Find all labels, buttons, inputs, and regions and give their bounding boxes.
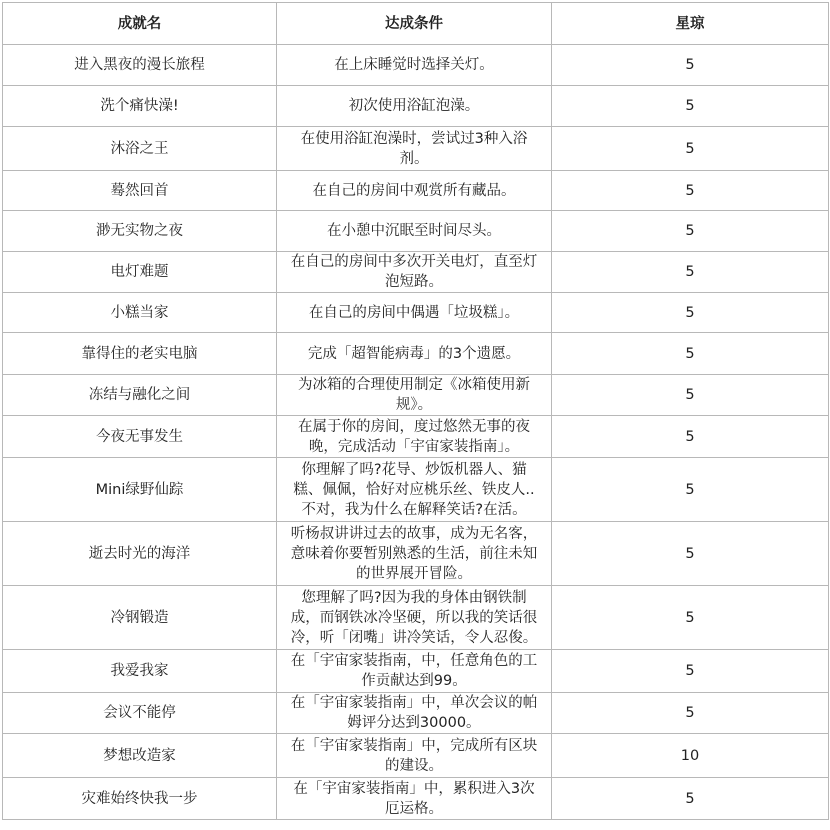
- achievement-name-cell: 今夜无事发生: [3, 416, 277, 458]
- achievement-name-cell: 靠得住的老实电脑: [3, 333, 277, 375]
- header-reward: 星琼: [552, 3, 829, 45]
- reward-cell: 5: [552, 586, 829, 650]
- condition-cell: 在上床睡觉时选择关灯。: [277, 45, 552, 86]
- condition-cell: 在自己的房间中多次开关电灯，直至灯泡短路。: [277, 252, 552, 293]
- header-row: [3, 3, 829, 45]
- table-row: [3, 252, 829, 293]
- reward-cell: 5: [552, 416, 829, 458]
- condition-cell: 为冰箱的合理使用制定《冰箱使用新规》。: [277, 375, 552, 416]
- achievement-name-cell: 蓦然回首: [3, 171, 277, 211]
- achievements-table: [2, 2, 829, 820]
- condition-cell: 在「宇宙家装指南」中，累积进入3次厄运格。: [277, 778, 552, 820]
- header-achievement-name: 成就名: [3, 3, 277, 45]
- reward-cell: 5: [552, 86, 829, 127]
- reward-cell: 5: [552, 778, 829, 820]
- table-row: [3, 650, 829, 693]
- condition-cell: 在自己的房间中观赏所有藏品。: [277, 171, 552, 211]
- achievement-name-cell: 电灯难题: [3, 252, 277, 293]
- achievement-name-cell: Mini绿野仙踪: [3, 458, 277, 522]
- table-row: [3, 333, 829, 375]
- table-row: [3, 693, 829, 734]
- table-body: [3, 45, 829, 820]
- achievement-name-cell: 逝去时光的海洋: [3, 522, 277, 586]
- achievement-name-cell: 进入黑夜的漫长旅程: [3, 45, 277, 86]
- achievement-name-cell: 灾难始终快我一步: [3, 778, 277, 820]
- header-condition: 达成条件: [277, 3, 552, 45]
- condition-cell: 你理解了吗?花导、炒饭机器人、猫糕、佩佩，恰好对应桃乐丝、铁皮人..不对，我为什么在解释笑话?在活。: [277, 458, 552, 522]
- table-row: [3, 171, 829, 211]
- table-row: [3, 734, 829, 778]
- table-row: [3, 375, 829, 416]
- reward-cell: 10: [552, 734, 829, 778]
- table-header: [3, 3, 829, 45]
- reward-cell: 5: [552, 45, 829, 86]
- reward-cell: 5: [552, 650, 829, 693]
- condition-cell: 初次使用浴缸泡澡。: [277, 86, 552, 127]
- reward-cell: 5: [552, 522, 829, 586]
- reward-cell: 5: [552, 333, 829, 375]
- table-row: [3, 778, 829, 820]
- achievement-name-cell: 沐浴之王: [3, 127, 277, 171]
- achievement-name-cell: 我爱我家: [3, 650, 277, 693]
- achievement-name-cell: 会议不能停: [3, 693, 277, 734]
- table-row: [3, 86, 829, 127]
- achievement-name-cell: 小糕当家: [3, 293, 277, 333]
- achievement-name-cell: 冷钢锻造: [3, 586, 277, 650]
- achievement-name-cell: 梦想改造家: [3, 734, 277, 778]
- reward-cell: 5: [552, 458, 829, 522]
- reward-cell: 5: [552, 293, 829, 333]
- table-row: [3, 45, 829, 86]
- condition-cell: 在属于你的房间，度过悠然无事的夜晚，完成活动「宇宙家装指南」。: [277, 416, 552, 458]
- table-row: [3, 211, 829, 252]
- condition-cell: 在使用浴缸泡澡时，尝试过3种入浴剂。: [277, 127, 552, 171]
- condition-cell: 在自己的房间中偶遇「垃圾糕」。: [277, 293, 552, 333]
- condition-cell: 在「宇宙家装指南」中，单次会议的帕姆评分达到30000。: [277, 693, 552, 734]
- table-row: [3, 127, 829, 171]
- table-row: [3, 416, 829, 458]
- reward-cell: 5: [552, 375, 829, 416]
- table-row: [3, 458, 829, 522]
- achievement-name-cell: 洗个痛快澡!: [3, 86, 277, 127]
- achievement-name-cell: 渺无实物之夜: [3, 211, 277, 252]
- condition-cell: 听杨叔讲讲过去的故事，成为无名客，意味着你要暂别熟悉的生活，前往未知的世界展开冒险。: [277, 522, 552, 586]
- condition-cell: 在「宇宙家装指南」中，完成所有区块的建设。: [277, 734, 552, 778]
- achievement-name-cell: 冻结与融化之间: [3, 375, 277, 416]
- condition-cell: 在小憩中沉眠至时间尽头。: [277, 211, 552, 252]
- table-row: [3, 293, 829, 333]
- reward-cell: 5: [552, 211, 829, 252]
- reward-cell: 5: [552, 127, 829, 171]
- condition-cell: 在「宇宙家装指南，中，任意角色的工作贡献达到99。: [277, 650, 552, 693]
- reward-cell: 5: [552, 693, 829, 734]
- table-row: [3, 522, 829, 586]
- reward-cell: 5: [552, 171, 829, 211]
- condition-cell: 您理解了吗?因为我的身体由钢铁制成，而钢铁冰冷坚硬，所以我的笑话很冷，听「闭嘴」讲冷笑话，令人忍俊。: [277, 586, 552, 650]
- reward-cell: 5: [552, 252, 829, 293]
- condition-cell: 完成「超智能病毒」的3个遗愿。: [277, 333, 552, 375]
- table-row: [3, 586, 829, 650]
